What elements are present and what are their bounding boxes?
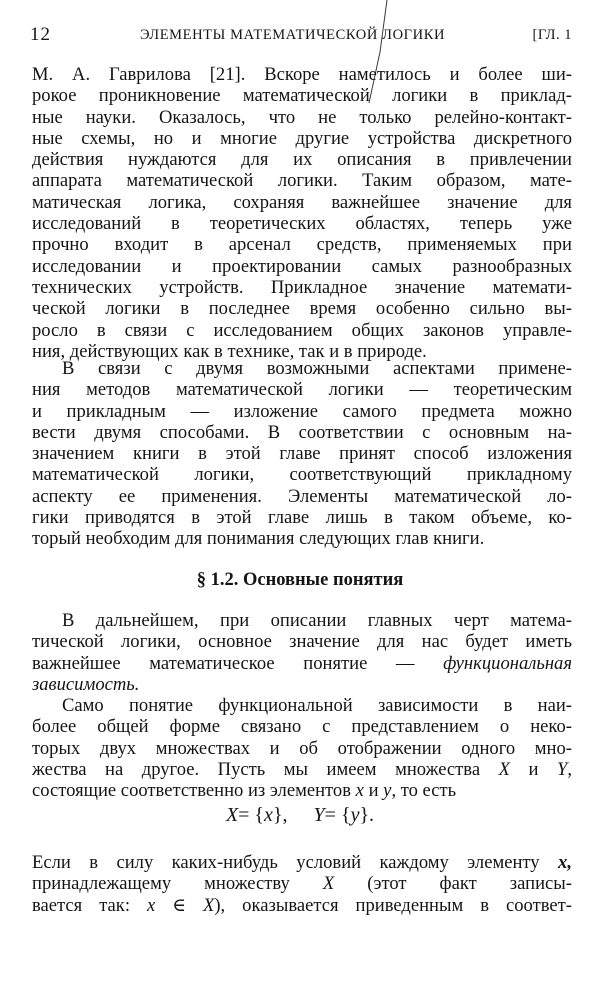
text-line: действия нуждаются для их описания в привлечении [32, 149, 572, 171]
text-line: технических устройств. Прикладное значение математи- [32, 276, 572, 298]
text-fragment: важнейшее математическое понятие — [32, 652, 444, 674]
text-line: ния методов математической логики — теоретическим [32, 379, 572, 401]
text-line [32, 895, 572, 916]
text-line: ния, действующих как в технике, так и в природе. [32, 340, 427, 362]
math-operator: }. [359, 804, 375, 826]
text-line: рокое проникновение математической логики в приклад- [32, 85, 572, 107]
math-variable: x [264, 804, 273, 826]
paragraph-4 [32, 695, 572, 801]
math-operator: = { [238, 804, 265, 826]
text-fragment: ), оказывается приведенным в соответ- [214, 894, 572, 916]
text-line: значением книги в этой главе принят способ изложения [32, 443, 572, 465]
math-operator: = { [324, 804, 351, 826]
text-line: более общей форме связано с представлением о неко- [32, 716, 572, 738]
text-fragment: состоящие соответственно из элементов [32, 780, 356, 802]
text-line: тической логики, основное значение для нас будет иметь [32, 631, 572, 653]
text-fragment: и [363, 780, 384, 802]
text-line: Само понятие функциональной зависимости в наи- [62, 695, 572, 716]
text-line: В дальнейшем, при описании главных черт матема- [62, 610, 572, 631]
math-operator: }, [272, 804, 288, 826]
math-variable: Y [313, 804, 325, 826]
text-line: аспекту ее применения. Элементы математической ло- [32, 485, 572, 507]
text-fragment: (этот факт записы- [334, 873, 572, 895]
text-line: исследований в теоретических областях, теперь уже [32, 213, 572, 235]
text-line: математической логики, соответствующий прикладному [32, 464, 572, 486]
math-variable: y [350, 804, 360, 826]
text-fragment: вается так: [32, 894, 147, 916]
math-expression: x ∈ X [146, 894, 215, 916]
math-variable: X [225, 804, 239, 826]
emphasized-term: функциональная [443, 652, 572, 674]
math-variable: Y [557, 758, 568, 780]
text-line: и прикладным — изложение самого предмета можно [32, 400, 572, 422]
text-fragment: и [509, 758, 557, 780]
text-line: аппарата математической логики. Таким образом, мате- [32, 170, 572, 192]
text-line: М. А. Гаврилова [21]. Вскоре наметилось и более ши- [32, 64, 572, 85]
text-line: торых двух множествах и об отображении одного мно- [32, 737, 572, 759]
paragraph-1 [32, 64, 572, 362]
text-fragment: жества на другое. Пусть мы имеем множества [32, 758, 499, 780]
text-line [32, 674, 572, 695]
paragraph-5 [32, 852, 572, 916]
text-line [32, 653, 572, 674]
text-fragment: принадлежащему множеству [32, 873, 323, 895]
text-line [32, 780, 572, 801]
math-variable: X [322, 873, 335, 895]
text-line: вести двумя способами. В соответствии с основным на- [32, 421, 572, 443]
math-variable: x, [558, 852, 572, 873]
paragraph-3 [32, 610, 572, 695]
chapter-reference: [ГЛ. 1 [532, 27, 572, 43]
text-line: росло в связи с исследованием общих законов управле- [32, 319, 572, 341]
text-fragment: , то есть [391, 780, 457, 802]
math-variable: x [355, 780, 364, 802]
text-line: ные схемы, но и многие другие устройства дискретного [32, 127, 572, 149]
paragraph-2 [32, 358, 572, 550]
text-line: гики приводятся в этой главе лишь в таком объеме, ко- [32, 507, 572, 529]
running-header [30, 24, 572, 50]
text-fragment: Если в силу каких-нибудь условий каждому элементу [32, 852, 559, 873]
text-line: матическая логика, сохраняя важнейшее значение для [32, 191, 572, 213]
math-variable: X [498, 758, 510, 780]
section-heading: § 1.2. Основные понятия [196, 570, 404, 590]
text-line [32, 759, 572, 780]
display-formula [0, 804, 600, 827]
math-variable: y [383, 780, 392, 802]
text-line [32, 852, 572, 873]
emphasized-term: зависимость. [32, 673, 140, 695]
text-fragment: , [567, 758, 572, 780]
text-line: В связи с двумя возможными аспектами примене- [62, 358, 572, 379]
text-line: ные науки. Оказалось, что не только релейно-контакт- [32, 106, 572, 128]
page-number: 12 [30, 24, 51, 45]
running-title: ЭЛЕМЕНТЫ МАТЕМАТИЧЕСКОЙ ЛОГИКИ [140, 27, 446, 43]
text-line: торый необходим для понимания следующих глав книги. [32, 528, 485, 550]
text-line: ческой логики в последнее время особенно сильно вы- [32, 298, 572, 320]
text-line: исследовании и проектировании самых разнообразных [32, 255, 572, 277]
text-line: прочно входит в арсенал средств, применяемых при [32, 234, 572, 256]
text-line [32, 873, 572, 894]
